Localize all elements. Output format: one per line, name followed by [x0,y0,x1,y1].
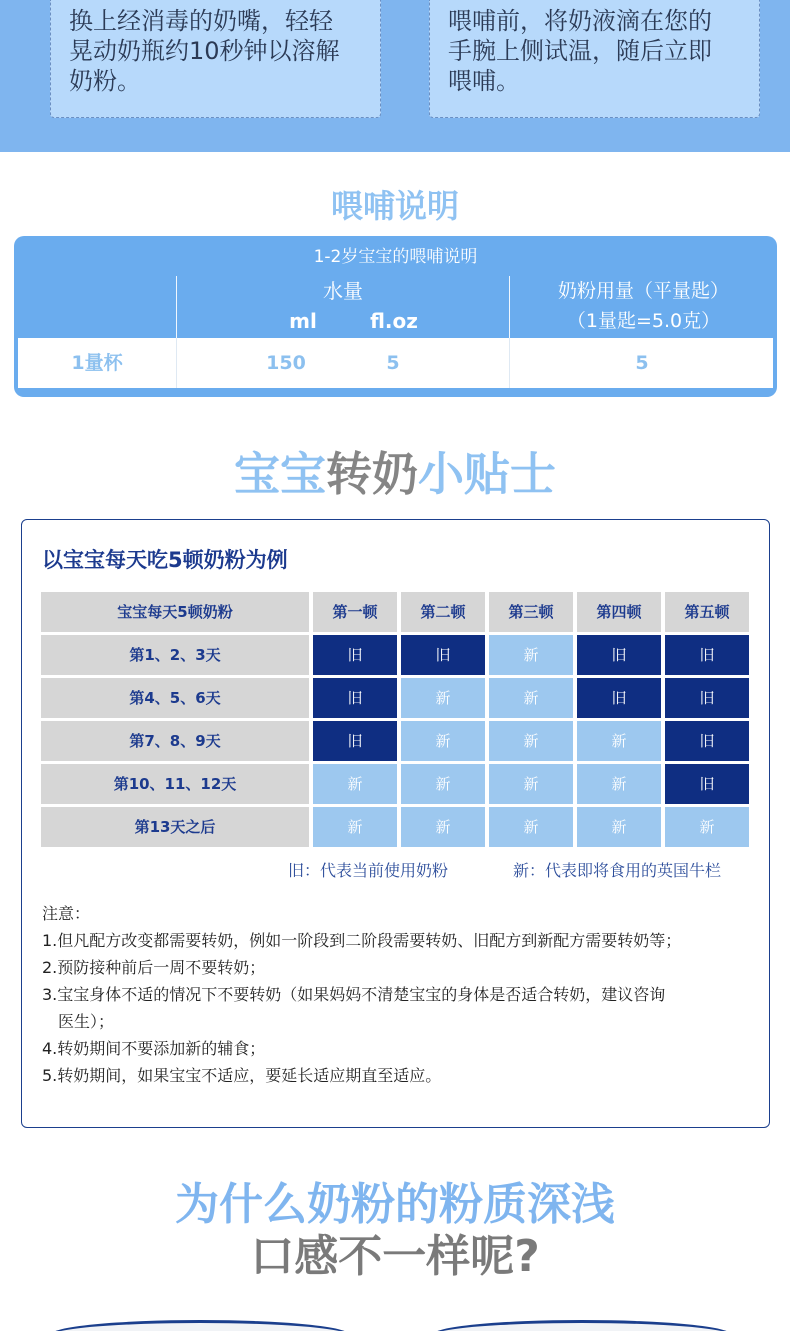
powder-bowl-image [50,1320,350,1331]
feeding-section-title: 喂哺说明 [330,187,459,225]
grid-cell-old: 旧 [401,635,485,675]
grid-cell-old: 旧 [313,635,397,675]
row-label: 1量杯 [71,352,123,374]
grid-cell-new: 新 [401,764,485,804]
note-item: 2.预防接种前后一周不要转奶； [42,958,266,977]
grid-cell-new: 新 [489,764,573,804]
grid-cell-old: 旧 [313,678,397,718]
note-item: 5.转奶期间，如果宝宝不适应，要延长适应期直至适应。 [42,1066,442,1085]
tips-section-title [0,446,790,502]
note-item: 4.转奶期间不要添加新的辅食； [42,1039,266,1058]
grid-cell-old: 旧 [313,721,397,761]
grid-cell-new: 新 [489,678,573,718]
notes-title: 注意： [42,904,91,923]
grid-header-meal: 第四顿 [577,592,661,632]
step-text-line: 手腕上侧试温，随后立即 [448,37,712,65]
step-text-line: 喂哺。 [448,67,520,95]
row-floz: 5 [386,352,400,374]
grid-row-label: 第13天之后 [41,807,309,847]
grid-cell-new: 新 [577,721,661,761]
title-part: 转奶 [326,447,418,501]
grid-header-meal: 第一顿 [313,592,397,632]
grid-row-label: 第1、2、3天 [41,635,309,675]
grid-header-meal: 第五顿 [665,592,749,632]
grid-cell-old: 旧 [665,764,749,804]
grid-cell-new: 新 [401,721,485,761]
grid-cell-new: 新 [401,807,485,847]
grid-cell-new: 新 [577,764,661,804]
grid-header-meal: 第三顿 [489,592,573,632]
powder-label: 奶粉用量（平量匙） [557,280,729,302]
grid-cell-new: 新 [313,764,397,804]
grid-row-label: 第4、5、6天 [41,678,309,718]
step-text-line: 喂哺前，将奶液滴在您的 [448,7,712,35]
why-title-line2: 口感不一样呢? [250,1231,540,1282]
row-divider [176,338,177,388]
legend-new: 新：代表即将食用的英国牛栏 [513,861,722,880]
grid-cell-old: 旧 [577,635,661,675]
grid-cell-new: 新 [665,807,749,847]
grid-row-label: 第10、11、12天 [41,764,309,804]
step-card-test-temperature [429,0,760,118]
grid-cell-old: 旧 [665,635,749,675]
grid-cell-old: 旧 [577,678,661,718]
grid-row-label: 第7、8、9天 [41,721,309,761]
grid-header-meal: 第二顿 [401,592,485,632]
powder-note: （1量匙=5.0克） [566,310,721,332]
why-title-line1: 为什么奶粉的粉质深浅 [175,1179,615,1230]
note-item: 医生）； [58,1012,115,1031]
row-divider [509,338,510,388]
tips-card-title: 以宝宝每天吃5顿奶粉为例 [42,548,288,572]
grid-cell-new: 新 [313,807,397,847]
grid-cell-new: 新 [577,807,661,847]
legend-old: 旧：代表当前使用奶粉 [288,861,449,880]
feeding-table-title: 1-2岁宝宝的喂哺说明 [313,247,478,267]
grid-header-label: 宝宝每天5顿奶粉 [41,592,309,632]
grid-cell-new: 新 [489,635,573,675]
row-scoops: 5 [635,352,649,374]
unit-ml: ml [289,309,317,333]
notes-block [42,900,762,1089]
note-item: 1.但凡配方改变都需要转奶，例如一阶段到二阶段需要转奶、旧配方到新配方需要转奶等； [42,931,682,950]
grid-cell-new: 新 [489,807,573,847]
note-item: 3.宝宝身体不适的情况下不要转奶（如果妈妈不清楚宝宝的身体是否适合转奶，建议咨询 [42,985,666,1004]
row-ml: 150 [266,352,306,374]
step-text-line: 换上经消毒的奶嘴，轻轻 [69,7,333,35]
grid-cell-old: 旧 [665,721,749,761]
water-label: 水量 [323,279,363,303]
tips-card [21,519,770,1128]
grid-cell-old: 旧 [665,678,749,718]
unit-floz: fl.oz [370,309,418,333]
powder-bowl-image [432,1320,732,1331]
title-part: 小贴士 [418,447,556,501]
title-part: 宝宝 [234,447,326,501]
step-card-shake [50,0,381,118]
step-text-line: 晃动奶瓶约10秒钟以溶解 [69,37,340,65]
grid-cell-new: 新 [489,721,573,761]
step-text-line: 奶粉。 [69,67,141,95]
grid-cell-new: 新 [401,678,485,718]
